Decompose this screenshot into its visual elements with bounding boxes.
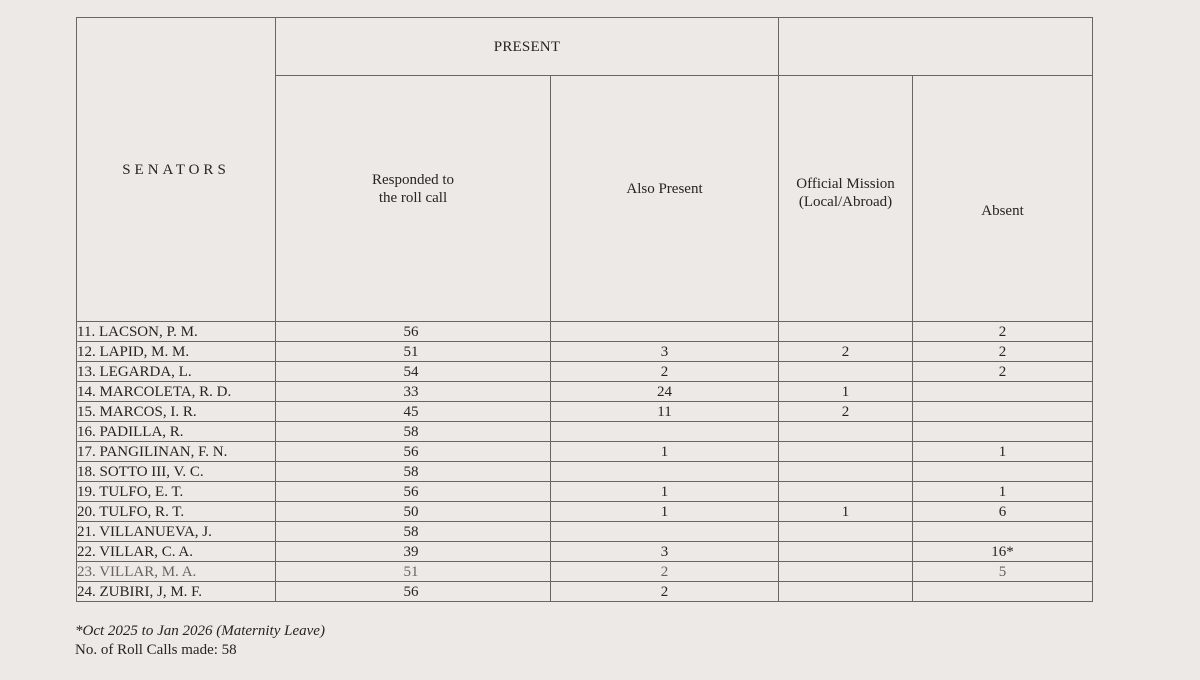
also-present-cell: 3 xyxy=(551,542,779,562)
official-mission-cell: 1 xyxy=(779,502,913,522)
official-mission-header xyxy=(779,76,913,322)
senator-name: 24. ZUBIRI, J, M. F. xyxy=(77,582,276,602)
responded-cell: 56 xyxy=(276,322,551,342)
absent-cell: 5 xyxy=(913,562,1093,582)
official-mission-cell xyxy=(779,542,913,562)
senator-name: 13. LEGARDA, L. xyxy=(77,362,276,382)
absent-cell: 6 xyxy=(913,502,1093,522)
responded-cell: 56 xyxy=(276,482,551,502)
maternity-leave-footnote: *Oct 2025 to Jan 2026 (Maternity Leave) xyxy=(75,623,325,639)
table-row xyxy=(77,462,1093,482)
official-mission-cell xyxy=(779,482,913,502)
responded-cell: 39 xyxy=(276,542,551,562)
also-present-cell: 11 xyxy=(551,402,779,422)
senator-name: 12. LAPID, M. M. xyxy=(77,342,276,362)
official-mission-cell xyxy=(779,522,913,542)
also-present-cell: 1 xyxy=(551,442,779,462)
responded-cell: 54 xyxy=(276,362,551,382)
senator-name: 17. PANGILINAN, F. N. xyxy=(77,442,276,462)
also-present-cell xyxy=(551,522,779,542)
senator-name: 14. MARCOLETA, R. D. xyxy=(77,382,276,402)
also-present-cell: 2 xyxy=(551,362,779,382)
official-mission-cell xyxy=(779,582,913,602)
table-notes xyxy=(75,622,325,660)
responded-cell: 51 xyxy=(276,562,551,582)
present-header: PRESENT xyxy=(276,18,779,76)
absent-cell xyxy=(913,582,1093,602)
also-present-header xyxy=(551,76,779,322)
senator-name: 23. VILLAR, M. A. xyxy=(77,562,276,582)
senator-name: 19. TULFO, E. T. xyxy=(77,482,276,502)
absent-cell xyxy=(913,522,1093,542)
also-present-cell: 24 xyxy=(551,382,779,402)
responded-cell: 50 xyxy=(276,502,551,522)
responded-cell: 56 xyxy=(276,442,551,462)
also-present-cell: 2 xyxy=(551,582,779,602)
also-present-cell xyxy=(551,422,779,442)
roll-calls-count: No. of Roll Calls made: 58 xyxy=(75,642,237,658)
also-present-cell: 2 xyxy=(551,562,779,582)
also-present-header-label: Also Present xyxy=(626,180,703,197)
official-mission-cell: 1 xyxy=(779,382,913,402)
absent-cell xyxy=(913,402,1093,422)
responded-cell: 56 xyxy=(276,582,551,602)
absent-header xyxy=(913,76,1093,322)
senator-name: 21. VILLANUEVA, J. xyxy=(77,522,276,542)
official-mission-header-label: Official Mission (Local/Abroad) xyxy=(796,175,895,210)
absent-cell xyxy=(913,422,1093,442)
senator-name: 16. PADILLA, R. xyxy=(77,422,276,442)
official-mission-cell xyxy=(779,562,913,582)
responded-cell: 45 xyxy=(276,402,551,422)
also-present-cell xyxy=(551,322,779,342)
table-row xyxy=(77,482,1093,502)
responded-header xyxy=(276,76,551,322)
official-mission-cell xyxy=(779,422,913,442)
also-present-cell: 1 xyxy=(551,502,779,522)
table-row xyxy=(77,322,1093,342)
official-mission-cell: 2 xyxy=(779,402,913,422)
absent-cell xyxy=(913,462,1093,482)
responded-cell: 51 xyxy=(276,342,551,362)
also-present-cell: 3 xyxy=(551,342,779,362)
senator-name: 20. TULFO, R. T. xyxy=(77,502,276,522)
senator-name: 22. VILLAR, C. A. xyxy=(77,542,276,562)
table-row xyxy=(77,362,1093,382)
official-mission-cell: 2 xyxy=(779,342,913,362)
table-row xyxy=(77,402,1093,422)
senator-name: 11. LACSON, P. M. xyxy=(77,322,276,342)
table-row xyxy=(77,542,1093,562)
header-blank-cell xyxy=(779,18,1093,76)
table-row xyxy=(77,442,1093,462)
official-mission-cell xyxy=(779,362,913,382)
official-mission-cell xyxy=(779,462,913,482)
table-row xyxy=(77,342,1093,362)
responded-cell: 58 xyxy=(276,522,551,542)
official-mission-cell xyxy=(779,442,913,462)
table-row xyxy=(77,422,1093,442)
senator-name: 18. SOTTO III, V. C. xyxy=(77,462,276,482)
table-row xyxy=(77,582,1093,602)
responded-cell: 58 xyxy=(276,462,551,482)
table-row xyxy=(77,562,1093,582)
absent-cell: 2 xyxy=(913,322,1093,342)
responded-header-label: Responded to the roll call xyxy=(371,171,455,206)
table-row xyxy=(77,522,1093,542)
responded-cell: 33 xyxy=(276,382,551,402)
absent-cell: 2 xyxy=(913,362,1093,382)
absent-cell: 1 xyxy=(913,442,1093,462)
senator-name: 15. MARCOS, I. R. xyxy=(77,402,276,422)
header-row-top xyxy=(77,18,1093,76)
absent-cell: 16* xyxy=(913,542,1093,562)
responded-cell: 58 xyxy=(276,422,551,442)
senators-header: SENATORS xyxy=(77,18,276,322)
table-row xyxy=(77,382,1093,402)
absent-cell: 2 xyxy=(913,342,1093,362)
official-mission-cell xyxy=(779,322,913,342)
table-row xyxy=(77,502,1093,522)
absent-cell: 1 xyxy=(913,482,1093,502)
also-present-cell xyxy=(551,462,779,482)
also-present-cell: 1 xyxy=(551,482,779,502)
absent-header-label: Absent xyxy=(981,202,1024,219)
absent-cell xyxy=(913,382,1093,402)
attendance-table xyxy=(76,17,1093,602)
